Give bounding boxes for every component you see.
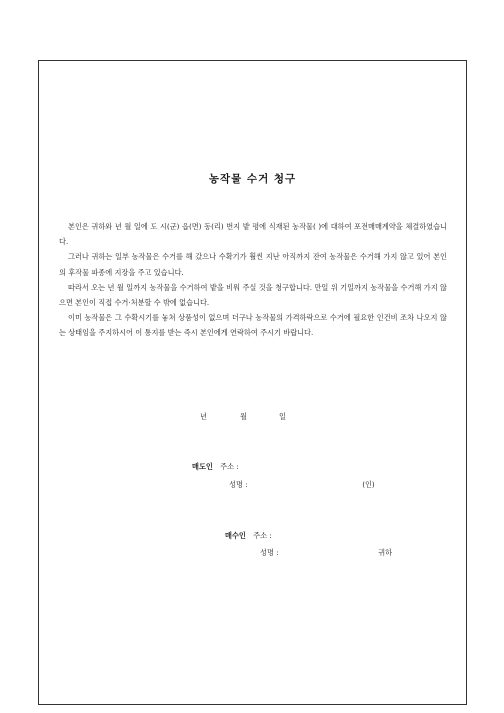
date-year: 년 — [200, 412, 207, 421]
buyer-honorific: 귀하 — [378, 548, 393, 557]
seller-name-label: 성명 : — [229, 480, 248, 489]
document-title: 농작물 수거 청구 — [208, 173, 297, 185]
paragraph-contract: 본인은 귀하와 년 월 일에 도 시(군) 읍(면) 동(리) 번지 밭 평에 식재된 농작물( )에 대하여 포전매매계약을 체결하였습니다. — [59, 222, 447, 247]
seller-address-label: 주소 : — [220, 462, 239, 471]
seller-name-line — [229, 480, 375, 490]
buyer-block — [225, 531, 272, 541]
date-day: 일 — [279, 412, 286, 421]
buyer-name-label: 성명 : — [260, 548, 279, 557]
document-frame — [38, 60, 467, 705]
paragraph-situation: 그러나 귀하는 일부 농작물은 수거를 해 갔으나 수확기가 훨씬 지난 아직까지 잔여 농작물은 수거해 가지 않고 있어 본인의 후작물 파종에 지장을 주고 있습니다. — [59, 252, 447, 277]
seller-block — [192, 462, 239, 472]
buyer-address-label: 주소 : — [253, 531, 272, 540]
paragraph-demand: 따라서 오는 년 월 일까지 농작물을 수거하여 밭을 비워 주실 것을 청구합니다. 만일 위 기일까지 농작물을 수거해 가지 않으면 본인이 직접 수거·처분할 수 밖에 없습니다. — [59, 282, 447, 308]
seller-seal: (인) — [362, 480, 375, 489]
buyer-name-line — [260, 548, 392, 558]
seller-role: 매도인 — [192, 462, 213, 471]
document-body — [59, 219, 447, 341]
paragraph-notice: 이미 농작물은 그 수확시기를 놓쳐 상품성이 없으며 더구나 농작물의 가격하락으로 수거에 필요한 인건비 조차 나오지 않는 상태임을 주지하시어 이 통지를 받는 즉시 본인에게 연락하여 주시기 바랍니다. — [59, 313, 447, 338]
buyer-role: 매수인 — [225, 531, 246, 540]
date-month: 월 — [240, 412, 247, 421]
